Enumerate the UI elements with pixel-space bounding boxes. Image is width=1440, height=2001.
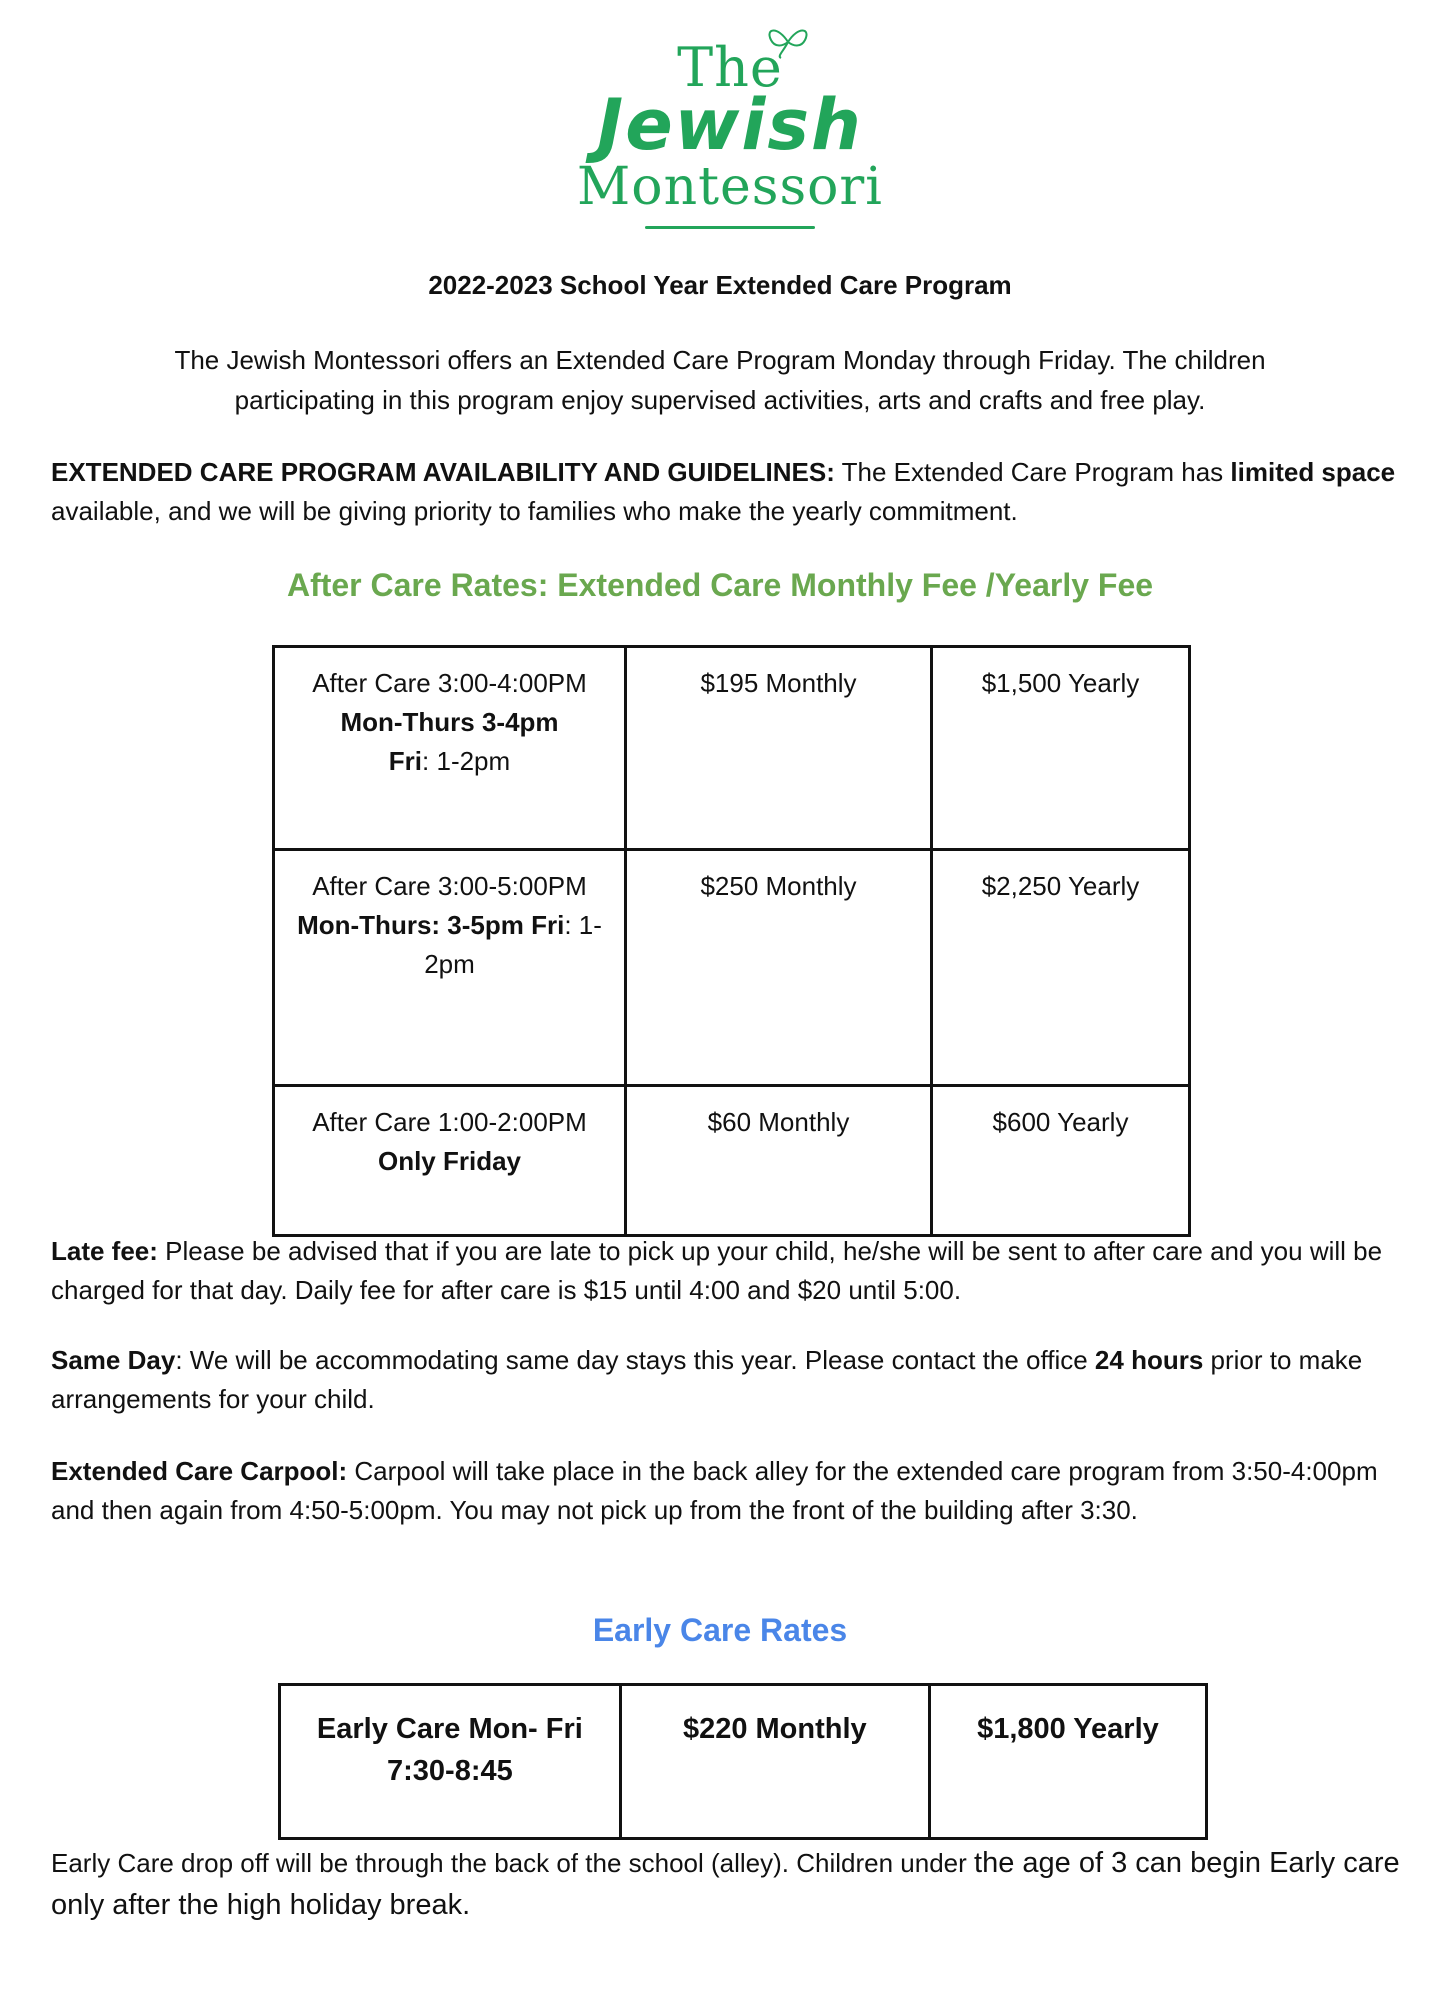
intro-paragraph: The Jewish Montessori offers an Extended Care Program Monday through Friday. The children participating in this program enjoy supervised activities, arts and crafts and free play. <box>174 345 1266 415</box>
availability-text-1: The Extended Care Program has <box>834 457 1231 487</box>
after-care-option-cell <box>274 1086 626 1236</box>
page-title: 2022-2023 School Year Extended Care Program <box>428 270 1012 300</box>
early-yearly-fee-cell: $1,800 Yearly <box>929 1685 1206 1839</box>
carpool-paragraph <box>51 1452 1411 1530</box>
yearly-fee-cell: $2,250 Yearly <box>932 850 1190 1086</box>
monthly-fee-cell: $60 Monthly <box>626 1086 932 1236</box>
same-day-paragraph <box>51 1341 1411 1419</box>
monthly-fee-cell: $250 Monthly <box>626 850 932 1086</box>
table-row <box>274 1086 1190 1236</box>
after-care-friday-time: : 1-2pm <box>424 910 602 979</box>
monthly-fee-cell: $195 Monthly <box>626 647 932 850</box>
after-care-option-cell <box>274 647 626 850</box>
logo-text-the: The <box>677 36 783 99</box>
after-care-rates-table <box>272 645 1191 1237</box>
availability-label: EXTENDED CARE PROGRAM AVAILABILITY AND GUIDELINES: <box>51 457 835 487</box>
school-logo <box>550 22 910 222</box>
after-care-heading: After Care Rates: Extended Care Monthly Fee /Yearly Fee <box>286 567 1154 603</box>
yearly-fee-cell: $600 Yearly <box>932 1086 1190 1236</box>
table-row <box>274 850 1190 1086</box>
after-care-friday-label: Fri <box>388 746 423 776</box>
early-care-time: 7:30-8:45 <box>387 1755 513 1787</box>
yearly-fee-cell: $1,500 Yearly <box>932 647 1190 850</box>
early-note-text-1: Early Care drop off will be through the back of the school (alley). Children under <box>51 1848 975 1878</box>
early-monthly-fee-cell: $220 Monthly <box>620 1685 929 1839</box>
same-day-bold: 24 hours <box>1094 1345 1204 1375</box>
carpool-text: Carpool will take place in the back alley for the extended care program from 3:50-4:00pm and then again from 4:50-5:00pm. You may not pick up from the front of the building after 3:30. <box>51 1456 1378 1525</box>
logo-text-jewish: Jewish <box>597 84 863 166</box>
late-fee-text: Please be advised that if you are late to pick up your child, he/she will be sent to after care and you will be charged for that day. Daily fee for after care is $15 until 4:00 and $20 until 5:00. <box>51 1236 1383 1305</box>
after-care-time: After Care 3:00-5:00PM <box>312 871 587 901</box>
late-fee-paragraph <box>51 1232 1411 1310</box>
same-day-text-1: : We will be accommodating same day stays this year. Please contact the office <box>175 1345 1095 1375</box>
after-care-time: After Care 1:00-2:00PM <box>312 1107 587 1137</box>
after-care-days: Mon-Thurs 3-4pm <box>340 707 559 737</box>
late-fee-label: Late fee: <box>51 1236 158 1266</box>
after-care-option-cell <box>274 850 626 1086</box>
after-care-time: After Care 3:00-4:00PM <box>312 668 587 698</box>
early-care-rates-table <box>278 1683 1208 1840</box>
table-row <box>280 1685 1207 1839</box>
after-care-days: Only Friday <box>377 1146 522 1176</box>
early-care-option-cell <box>280 1685 621 1839</box>
table-row <box>274 647 1190 850</box>
after-care-friday-time: : 1-2pm <box>422 746 511 776</box>
early-care-note <box>51 1842 1411 1926</box>
availability-bold: limited space <box>1230 457 1396 487</box>
availability-paragraph <box>51 453 1411 531</box>
logo-text-montessori: Montessori <box>577 157 883 217</box>
carpool-label: Extended Care Carpool: <box>51 1456 348 1486</box>
same-day-label: Same Day <box>51 1345 176 1375</box>
logo-underline <box>645 226 815 229</box>
same-day-text-2: prior to make arrangements for your child. <box>51 1345 1363 1414</box>
early-care-label: Early Care Mon- Fri <box>316 1713 583 1745</box>
early-note-text-2: the age of 3 can begin Early care only after the high holiday break. <box>51 1847 1400 1921</box>
early-care-heading: Early Care Rates <box>592 1612 848 1648</box>
after-care-days: Mon-Thurs: 3-5pm Fri <box>297 910 565 940</box>
butterfly-icon <box>763 22 813 62</box>
availability-text-2: available, and we will be giving priority to families who make the yearly commitment. <box>51 496 1018 526</box>
